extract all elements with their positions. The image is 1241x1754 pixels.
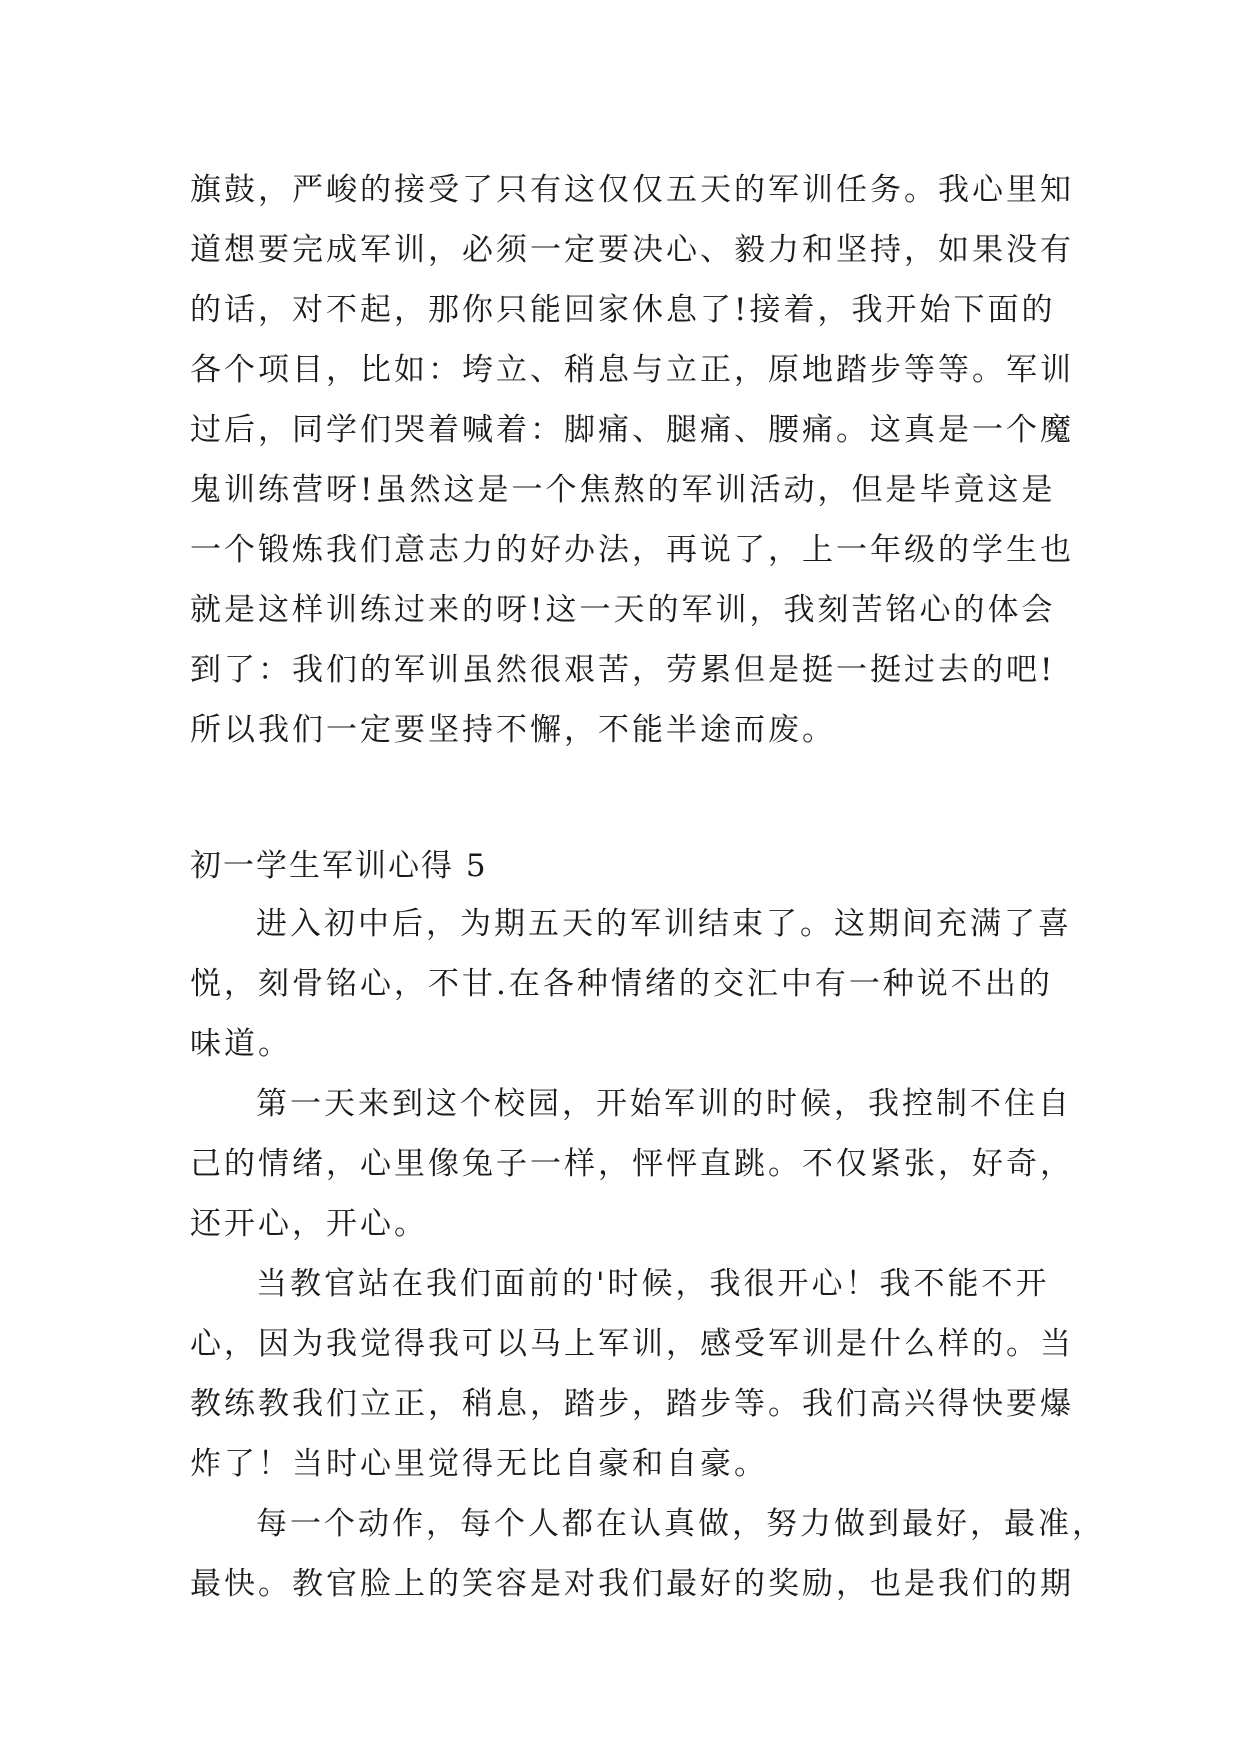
text-line: 旗鼓，严峻的接受了只有这仅仅五天的军训任务。我心里知	[190, 172, 1074, 208]
paragraph-1	[190, 894, 1072, 1074]
text-line: 最快。教官脸上的笑容是对我们最好的奖励，也是我们的期	[190, 1566, 1074, 1602]
text-line: 炸了！当时心里觉得无比自豪和自豪。	[190, 1446, 768, 1482]
text-line: 当教官站在我们面前的'时候，我很开心！我不能不开	[256, 1266, 1050, 1302]
text-line: 还开心，开心。	[190, 1206, 428, 1242]
section-spacer	[190, 760, 1050, 838]
text-line: 味道。	[190, 1026, 292, 1062]
text-line: 的话，对不起，那你只能回家休息了!接着，我开始下面的	[190, 292, 1056, 328]
document-body	[190, 160, 1106, 1614]
text-line: 鬼训练营呀!虽然这是一个焦熬的军训活动，但是毕竟这是	[190, 472, 1056, 508]
text-line: 各个项目，比如：垮立、稍息与立正，原地踏步等等。军训	[190, 352, 1074, 388]
text-line: 进入初中后，为期五天的军训结束了。这期间充满了喜	[256, 906, 1072, 942]
text-line: 过后，同学们哭着喊着：脚痛、腿痛、腰痛。这真是一个魔	[190, 412, 1074, 448]
text-line: 第一天来到这个校园，开始军训的时候，我控制不住自	[256, 1086, 1072, 1122]
text-line: 就是这样训练过来的呀!这一天的军训，我刻苦铭心的体会	[190, 592, 1056, 628]
text-line: 心，因为我觉得我可以马上军训，感受军训是什么样的。当	[190, 1326, 1074, 1362]
paragraph-3	[190, 1254, 1074, 1494]
paragraph-2	[190, 1074, 1074, 1254]
text-line: 到了：我们的军训虽然很艰苦，劳累但是挺一挺过去的吧!	[190, 652, 1056, 688]
text-line: 悦，刻骨铭心，不甘.在各种情绪的交汇中有一种说不出的	[190, 966, 1053, 1002]
text-line: 一个锻炼我们意志力的好办法，再说了，上一年级的学生也	[190, 532, 1074, 568]
text-line: 己的情绪，心里像兔子一样，怦怦直跳。不仅紧张，好奇，	[190, 1146, 1074, 1182]
text-line: 道想要完成军训，必须一定要决心、毅力和坚持，如果没有	[190, 232, 1074, 268]
text-line: 每一个动作，每个人都在认真做，努力做到最好，最准，	[256, 1506, 1106, 1542]
text-line: 所以我们一定要坚持不懈，不能半途而废。	[190, 712, 836, 748]
continuation-paragraph	[190, 160, 1074, 760]
text-line: 教练教我们立正，稍息，踏步，踏步等。我们高兴得快要爆	[190, 1386, 1074, 1422]
paragraph-4	[190, 1494, 1106, 1614]
section-heading: 初一学生军训心得 5	[190, 848, 488, 884]
